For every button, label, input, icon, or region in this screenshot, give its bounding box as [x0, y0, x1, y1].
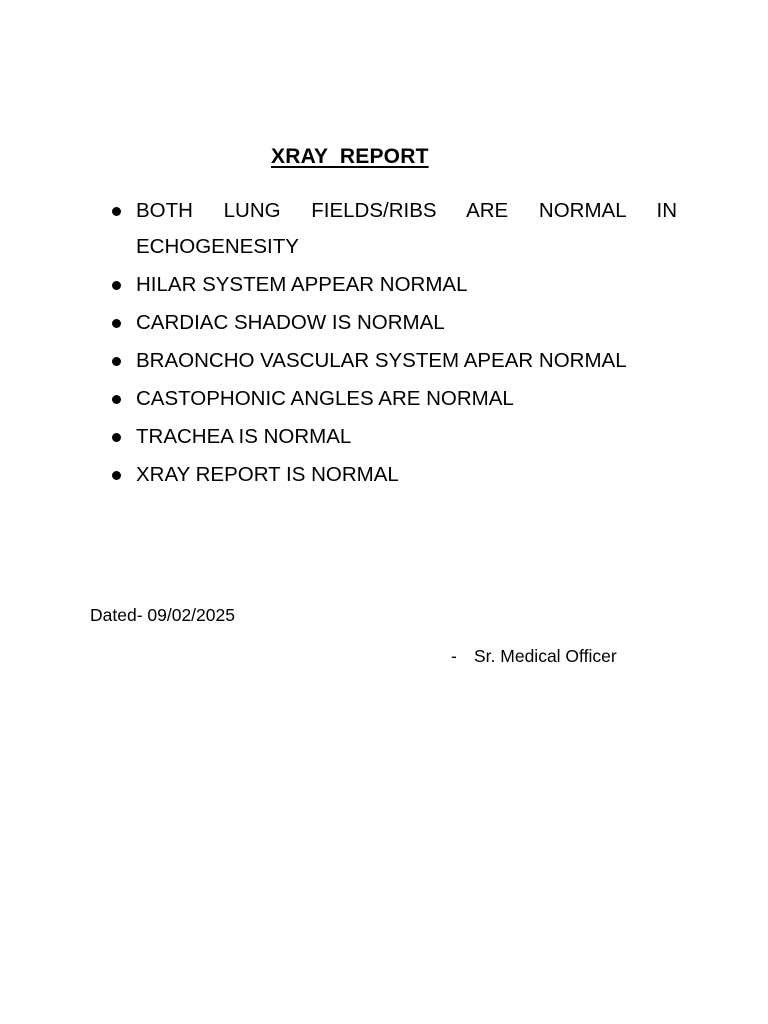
bullet-icon	[112, 207, 121, 216]
report-title: XRAY REPORT	[271, 145, 429, 168]
finding-item	[110, 343, 677, 379]
signoff	[451, 646, 617, 667]
finding-text: BRAONCHO VASCULAR SYSTEM APEAR NORMAL	[136, 349, 627, 372]
finding-text: HILAR SYSTEM APPEAR NORMAL	[136, 273, 468, 296]
finding-text-line-1: BOTH LUNG FIELDS/RIBS ARE NORMAL IN	[136, 199, 677, 222]
finding-item	[110, 305, 677, 341]
finding-item	[110, 381, 677, 417]
finding-text: TRACHEA IS NORMAL	[136, 425, 352, 448]
bullet-icon	[112, 357, 121, 366]
finding-item	[110, 267, 677, 303]
finding-text: XRAY REPORT IS NORMAL	[136, 463, 399, 486]
finding-item	[110, 457, 677, 493]
bullet-icon	[112, 433, 121, 442]
signoff-dash: -	[451, 646, 457, 666]
bullet-icon	[112, 319, 121, 328]
bullet-icon	[112, 471, 121, 480]
finding-text-line-2: ECHOGENESITY	[136, 235, 299, 258]
bullet-icon	[112, 395, 121, 404]
finding-item	[110, 419, 677, 455]
report-date: Dated- 09/02/2025	[90, 605, 235, 625]
finding-text: CASTOPHONIC ANGLES ARE NORMAL	[136, 387, 514, 410]
finding-item	[110, 193, 677, 265]
signoff-name: Sr. Medical Officer	[474, 646, 617, 666]
bullet-icon	[112, 281, 121, 290]
finding-text: CARDIAC SHADOW IS NORMAL	[136, 311, 445, 334]
findings-list	[110, 193, 677, 495]
